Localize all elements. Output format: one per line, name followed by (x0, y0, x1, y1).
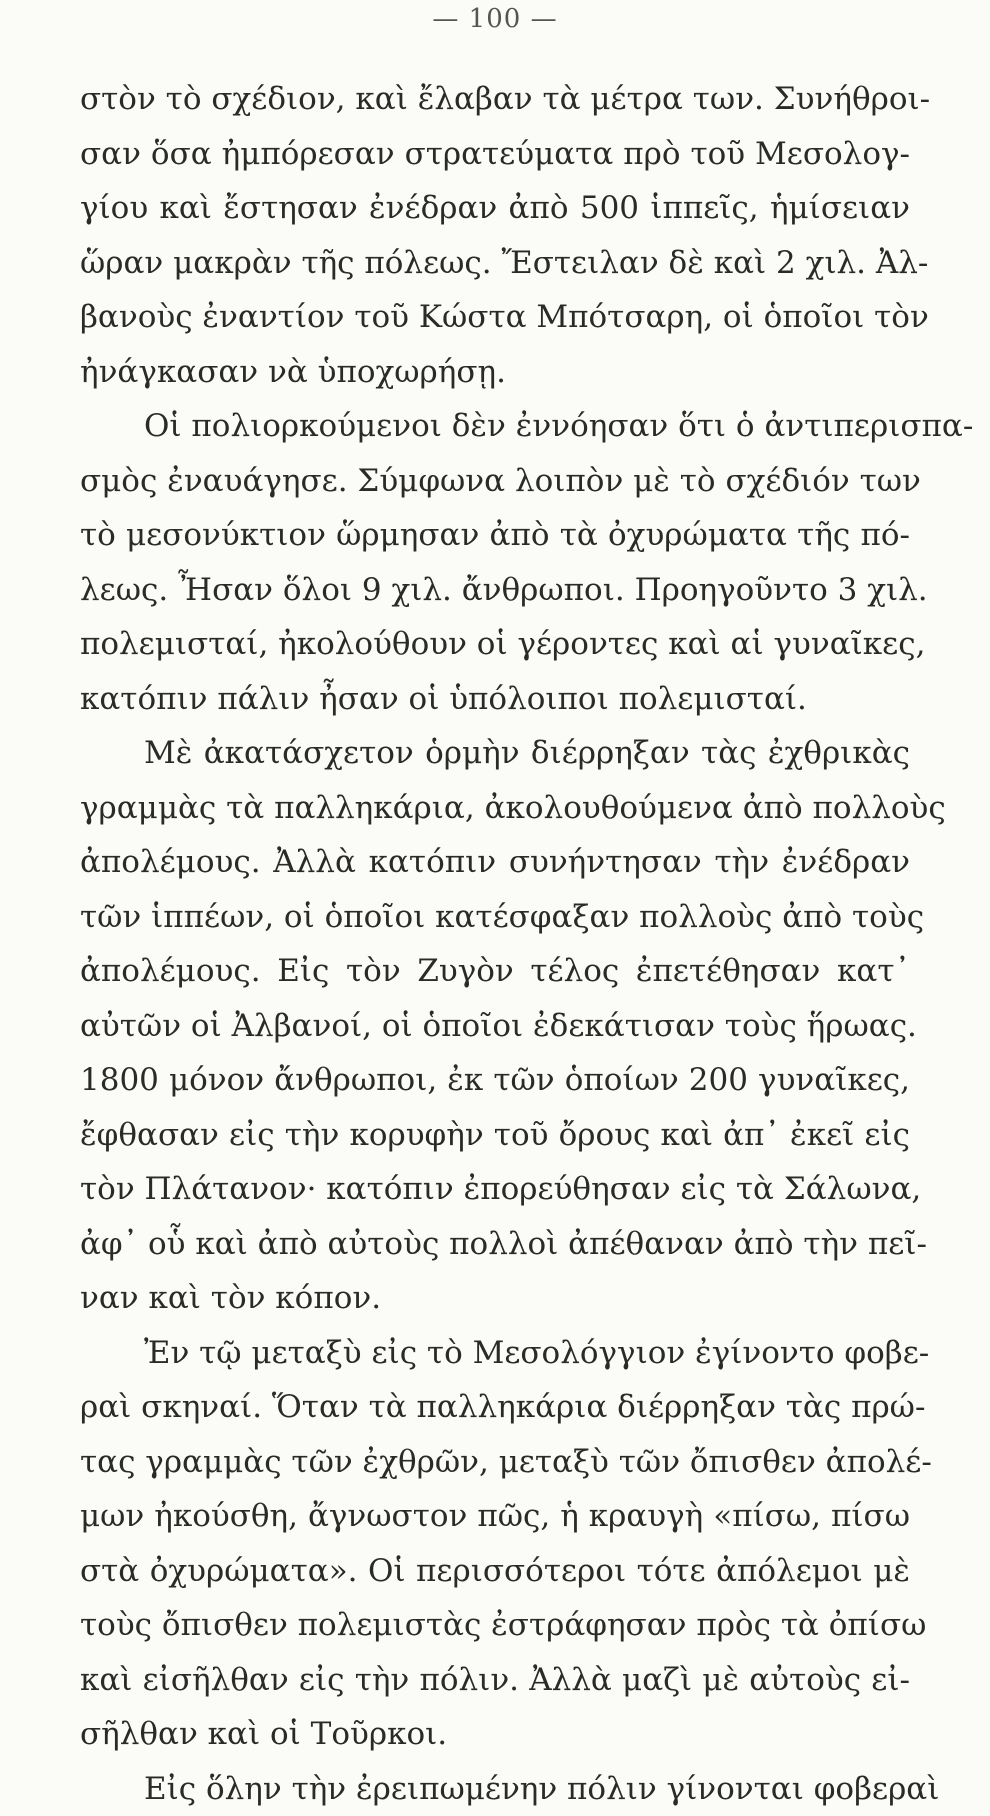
text-line: γραμμὰς τὰ παλληκάρια, ἀκολουθούμενα ἀπὸ πολλοὺς (80, 781, 910, 836)
text-line: τὸν Πλάτανον· κατόπιν ἐπορεύθησαν εἰς τὰ Σάλωνα, (80, 1162, 910, 1217)
text-line: σαν ὅσα ἠμπόρεσαν στρατεύματα πρὸ τοῦ Μεσολογ- (80, 127, 910, 182)
page-number: — 100 — (0, 4, 990, 34)
text-line: κατόπιν πάλιν ἦσαν οἱ ὑπόλοιποι πολεμισταί. (80, 672, 910, 727)
text-line: πολεμισταί, ἠκολούθουν οἱ γέροντες καὶ αἱ γυναῖκες, (80, 617, 910, 672)
text-line: λεως. Ἦσαν ὅλοι 9 χιλ. ἄνθρωποι. Προηγοῦντο 3 χιλ. (80, 563, 910, 618)
text-line: μων ἠκούσθη, ἄγνωστον πῶς, ἡ κραυγὴ «πίσω, πίσω (80, 1489, 910, 1544)
text-line: τοὺς ὄπισθεν πολεμιστὰς ἐστράφησαν πρὸς τὰ ὀπίσω (80, 1598, 910, 1653)
text-line: 1800 μόνον ἄνθρωποι, ἐκ τῶν ὁποίων 200 γυναῖκες, (80, 1053, 910, 1108)
text-line: ραὶ σκηναί. Ὅταν τὰ παλληκάρια διέρρηξαν τὰς πρώ- (80, 1380, 910, 1435)
text-line: τὸ μεσονύκτιον ὥρμησαν ἀπὸ τὰ ὀχυρώματα τῆς πό- (80, 508, 910, 563)
text-line: αὐτῶν οἱ Ἀλβανοί, οἱ ὁποῖοι ἐδεκάτισαν τοὺς ἥρωας. (80, 999, 910, 1054)
text-line: ἀφ᾿ οὗ καὶ ἀπὸ αὐτοὺς πολλοὶ ἀπέθαναν ἀπὸ τὴν πεῖ- (80, 1217, 910, 1272)
text-line: σῆλθαν καὶ οἱ Τοῦρκοι. (80, 1707, 910, 1762)
text-line: Εἰς ὅλην τὴν ἐρειπωμένην πόλιν γίνονται φοβεραὶ (80, 1762, 910, 1816)
body-text (80, 72, 910, 1816)
text-line: τας γραμμὰς τῶν ἐχθρῶν, μεταξὺ τῶν ὄπισθεν ἀπολέ- (80, 1435, 910, 1490)
text-line: τῶν ἱππέων, οἱ ὁποῖοι κατέσφαξαν πολλοὺς ἀπὸ τοὺς (80, 890, 910, 945)
text-line: γίου καὶ ἔστησαν ἐνέδραν ἀπὸ 500 ἱππεῖς, ἡμίσειαν (80, 181, 910, 236)
text-line: ναν καὶ τὸν κόπον. (80, 1271, 910, 1326)
text-line: σμὸς ἐναυάγησε. Σύμφωνα λοιπὸν μὲ τὸ σχέδιόν των (80, 454, 910, 509)
text-line: στὰ ὀχυρώματα». Οἱ περισσότεροι τότε ἀπόλεμοι μὲ (80, 1544, 910, 1599)
text-line: βανοὺς ἐναντίον τοῦ Κώστα Μπότσαρη, οἱ ὁποῖοι τὸν (80, 290, 910, 345)
text-line: ἀπολέμους. Ἀλλὰ κατόπιν συνήντησαν τὴν ἐνέδραν (80, 835, 910, 890)
text-line: στὸν τὸ σχέδιον, καὶ ἔλαβαν τὰ μέτρα των. Συνήθροι- (80, 72, 910, 127)
text-line: καὶ εἰσῆλθαν εἰς τὴν πόλιν. Ἀλλὰ μαζὶ μὲ αὐτοὺς εἰ- (80, 1653, 910, 1708)
text-line: Μὲ ἀκατάσχετον ὁρμὴν διέρρηξαν τὰς ἐχθρικὰς (80, 726, 910, 781)
text-line: ἠνάγκασαν νὰ ὑποχωρήσῃ. (80, 345, 910, 400)
text-line: ἀπολέμους. Εἰς τὸν Ζυγὸν τέλος ἐπετέθησαν κατ᾿ (80, 944, 910, 999)
text-line: Οἱ πολιορκούμενοι δὲν ἐννόησαν ὅτι ὁ ἀντιπερισπα- (80, 399, 910, 454)
text-line: Ἐν τῷ μεταξὺ εἰς τὸ Μεσολόγγιον ἐγίνοντο φοβε- (80, 1326, 910, 1381)
text-line: ἔφθασαν εἰς τὴν κορυφὴν τοῦ ὄρους καὶ ἀπ᾿ ἐκεῖ εἰς (80, 1108, 910, 1163)
text-line: ὥραν μακρὰν τῆς πόλεως. Ἔστειλαν δὲ καὶ 2 χιλ. Ἀλ- (80, 236, 910, 291)
